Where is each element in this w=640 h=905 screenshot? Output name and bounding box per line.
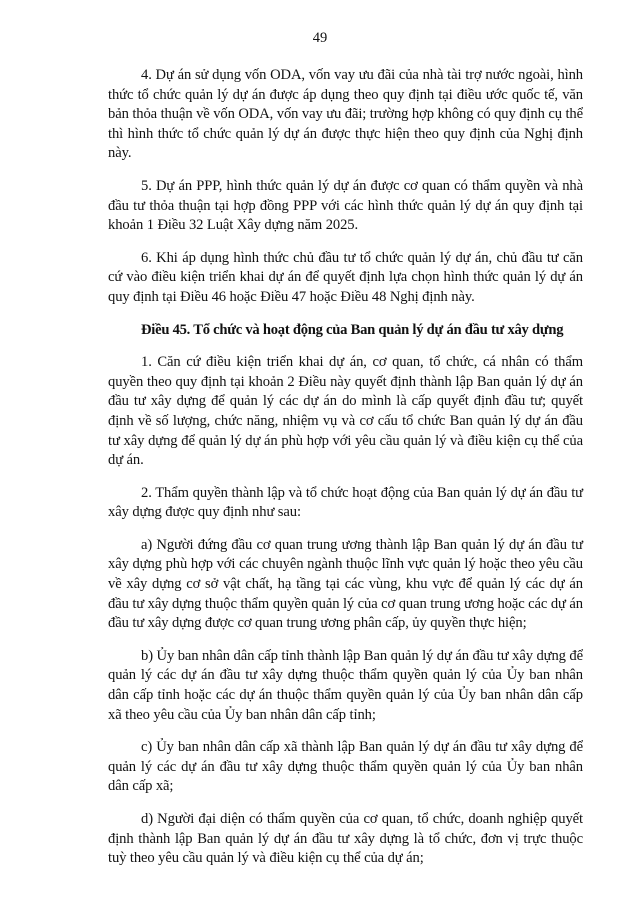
page-number: 49 — [312, 30, 328, 46]
point-c: c) Ủy ban nhân dân cấp xã thành lập Ban quản lý dự án đầu tư xây dựng để quản lý các dự án đầu tư xây dựng thuộc thẩm quyền quản lý của Ủy ban nhân dân cấp xã; — [108, 739, 583, 795]
clause-2: 2. Thẩm quyền thành lập và tổ chức hoạt động của Ban quản lý dự án đầu tư xây dựng được quy định như sau: — [108, 484, 583, 521]
point-b: b) Ủy ban nhân dân cấp tỉnh thành lập Ban quản lý dự án đầu tư xây dựng để quản lý các dự án đầu tư xây dựng thuộc thẩm quyền quản lý của Ủy ban nhân dân cấp tỉnh hoặc các dự án thuộc thẩm quyền quản lý của Ủy ban nhân dân cấp xã theo yêu cầu của Ủy ban nhân dân cấp tỉnh; — [108, 647, 583, 723]
article-45-heading: Điều 45. Tổ chức và hoạt động của Ban quản lý dự án đầu tư xây dựng — [141, 321, 564, 338]
paragraph-5: 5. Dự án PPP, hình thức quản lý dự án được cơ quan có thẩm quyền và nhà đầu tư thỏa thuận tại hợp đồng PPP với các hình thức quản lý dự án quy định tại khoản 1 Điều 32 Luật Xây dựng năm 2025. — [108, 177, 583, 234]
point-a: a) Người đứng đầu cơ quan trung ương thành lập Ban quản lý dự án đầu tư xây dựng phù hợp với các chuyên ngành thuộc lĩnh vực quản lý hoặc theo yêu cầu về xây dựng cơ sở vật chất, hạ tầng tại các vùng, khu vực để quản lý các dự án đầu tư xây dựng thuộc thẩm quyền quản lý của cơ quan trung ương hoặc các dự án đầu tư xây dựng được cơ quan trung ương phân cấp, ủy quyền thực hiện; — [108, 536, 583, 632]
document-body — [108, 66, 583, 882]
paragraph-6: 6. Khi áp dụng hình thức chủ đầu tư tổ chức quản lý dự án, chủ đầu tư căn cứ vào điều kiện triển khai dự án để quyết định lựa chọn hình thức quản lý dự án quy định tại Điều 46 hoặc Điều 47 hoặc Điều 48 Nghị định này. — [108, 249, 583, 305]
clause-1: 1. Căn cứ điều kiện triển khai dự án, cơ quan, tổ chức, cá nhân có thẩm quyền theo quy định tại khoản 2 Điều này quyết định thành lập Ban quản lý dự án đầu tư xây dựng để quản lý các dự án do mình là cấp quyết định đầu tư; quyết định về số lượng, chức năng, nhiệm vụ và cơ cấu tổ chức Ban quản lý dự án đầu tư xây dựng để quản lý dự án phù hợp với yêu cầu quản lý và điều kiện cụ thể của dự án. — [108, 354, 583, 469]
point-d: d) Người đại diện có thẩm quyền của cơ quan, tổ chức, doanh nghiệp quyết định thành lập Ban quản lý dự án đầu tư xây dựng là tổ chức, đơn vị trực thuộc tuỳ theo yêu cầu quản lý và điều kiện cụ thể của dự án; — [108, 811, 583, 867]
paragraph-4: 4. Dự án sử dụng vốn ODA, vốn vay ưu đãi của nhà tài trợ nước ngoài, hình thức tổ chức quản lý dự án được áp dụng theo quy định tại điều ước quốc tế, văn bản thỏa thuận về vốn ODA, vốn vay ưu đãi; trường hợp không có quy định cụ thể thì hình thức tổ chức quản lý dự án được thực hiện theo quy định của Nghị định này. — [108, 67, 583, 162]
